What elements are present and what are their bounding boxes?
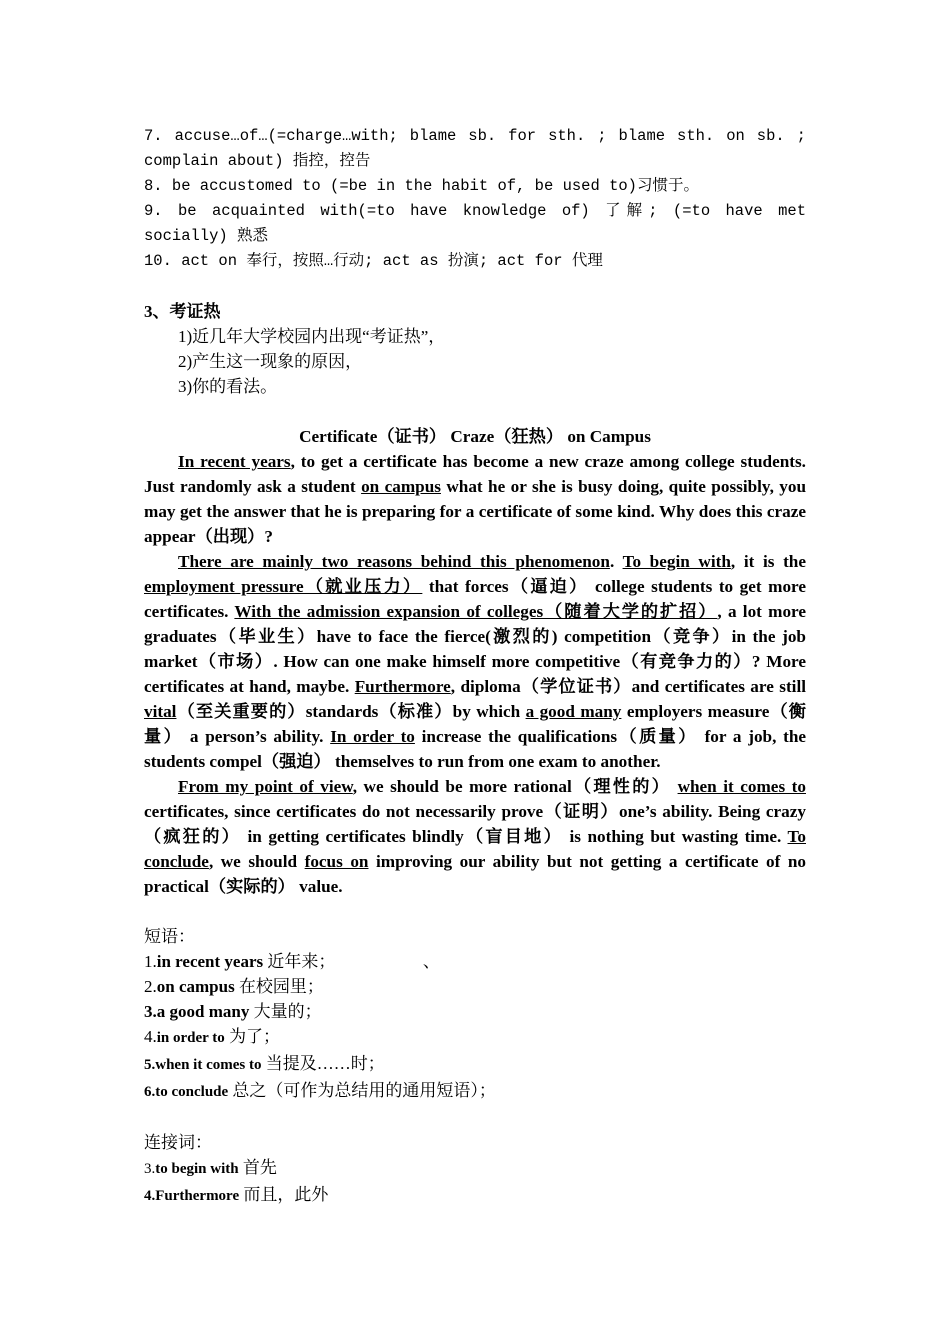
section-heading: 3、考证热 (144, 302, 221, 321)
underlined-phrase: There are mainly two reasons behind this phenomenon (178, 552, 610, 571)
underlined-phrase: From my point of view (178, 777, 353, 796)
vocab-item: 8. be accustomed to (=be in the habit of, be used to)习惯于。 (144, 177, 699, 195)
underlined-phrase: when it comes to (677, 777, 806, 796)
connector-meaning: 而且，此外 (239, 1185, 329, 1204)
item-number: 1. (144, 952, 157, 971)
section-point: 1)近几年大学校园内出现“考证热”， (178, 327, 446, 346)
connectors-list (144, 1130, 806, 1209)
essay-paragraph-2 (144, 549, 806, 774)
connector-term: Furthermore (155, 1188, 240, 1204)
section-point: 3)你的看法。 (178, 377, 278, 396)
phrase-term: when it comes to (155, 1057, 262, 1073)
phrase-meaning: 大量的； (249, 1002, 322, 1021)
essay-text: , to get a certificate has become a new craze among college students. Just randomly ask a student (144, 452, 806, 496)
underlined-phrase: To conclude (144, 827, 806, 871)
connector-item (144, 1182, 806, 1209)
essay-text: increase the qualifications（质量） for a job, the students compel（强迫） themselves to run from one exam to another. (144, 727, 807, 771)
item-number: 4. (144, 1027, 157, 1046)
underlined-phrase: In recent years (178, 452, 291, 471)
phrase-meaning: 在校园里； (234, 977, 324, 996)
essay (144, 424, 806, 899)
essay-text: employers measure（衡量） a person’s ability. (144, 702, 806, 746)
phrase-term: to conclude (155, 1084, 229, 1100)
underlined-phrase: With the admission expansion of colleges（随着大学的扩招） (234, 602, 718, 621)
phrase-term: in recent years (156, 952, 264, 971)
connector-term: to begin with (155, 1161, 239, 1177)
phrase-item (144, 1024, 806, 1051)
phrase-term: on campus (156, 977, 235, 996)
underlined-phrase: focus on (304, 852, 369, 871)
underlined-phrase: To begin with (622, 552, 731, 571)
essay-text: , a lot more graduates（毕业生）have to face the fierce(激烈的) competition（竞争）in the job market（市场）. How can one make himself more competitive（有竞争力的）? More certificates at hand, maybe. (144, 602, 807, 696)
connector-item (144, 1155, 806, 1182)
essay-text: , we should (208, 852, 305, 871)
connectors-heading: 连接词： (144, 1133, 212, 1152)
item-number: 3. (144, 1002, 157, 1021)
phrase-item (144, 1078, 806, 1105)
item-number: 4. (144, 1188, 156, 1204)
phrase-item (144, 1051, 806, 1078)
phrase-term: in order to (156, 1030, 225, 1046)
vocab-list (144, 124, 806, 274)
underlined-phrase: employment pressure（就业压力） (144, 577, 423, 596)
phrase-meaning: 近年来； (263, 952, 327, 971)
connector-meaning: 首先 (238, 1158, 277, 1177)
section-point: 2)产生这一现象的原因， (178, 352, 363, 371)
phrases-heading: 短语： (144, 927, 195, 946)
section-3 (144, 299, 806, 399)
essay-text: , diploma（学位证书）and certificates are still (450, 677, 806, 696)
essay-text: that forces（逼迫） college students to get more certificates. (144, 577, 806, 621)
phrase-item (144, 949, 806, 974)
document-body (144, 124, 806, 1209)
phrase-item (144, 974, 806, 999)
vocab-item: 9. be acquainted with(=to have knowledge of) 了解; (=to have met socially) 熟悉 (144, 202, 806, 245)
underlined-phrase: a good many (525, 702, 622, 721)
phrase-term: a good many (156, 1002, 250, 1021)
essay-text: improving our ability but not getting a certificate of no practical（实际的） value. (144, 852, 806, 896)
stray-mark: 、 (422, 952, 440, 971)
phrase-meaning: 当提及……时； (261, 1054, 385, 1073)
underlined-phrase: vital (144, 702, 177, 721)
essay-paragraph-1 (144, 449, 806, 549)
vocab-item: 7. accuse…of…(=charge…with; blame sb. for sth. ; blame sth. on sb. ; complain about) 指控，控告 (144, 127, 806, 170)
underlined-phrase: In order to (330, 727, 415, 746)
essay-paragraph-3 (144, 774, 806, 899)
essay-text: （至关重要的）standards（标准）by which (176, 702, 526, 721)
phrase-meaning: 总之（可作为总结用的通用短语）； (228, 1081, 496, 1100)
item-number: 5. (144, 1057, 156, 1073)
item-number: 2. (144, 977, 157, 996)
phrase-item (144, 999, 806, 1024)
item-number: 6. (144, 1084, 156, 1100)
phrase-meaning: 为了； (224, 1027, 281, 1046)
phrases-list (144, 924, 806, 1105)
essay-text: . (609, 552, 623, 571)
essay-text: what he or she is busy doing, quite possibly, you may get the answer that he is preparing for a certificate of some kind. Why does this craze appear（出现）? (144, 477, 807, 546)
underlined-phrase: on campus (361, 477, 441, 496)
essay-text: certificates, since certificates do not necessarily prove（证明）one’s ability. Being crazy（疯狂的） in getting certificates blindly（盲目地） is nothing but wasting time. (144, 802, 806, 846)
underlined-phrase: Furthermore (354, 677, 451, 696)
vocab-item: 10. act on 奉行，按照…行动; act as 扮演; act for 代理 (144, 252, 603, 270)
item-number: 3. (144, 1161, 156, 1177)
essay-text: , we should be more rational（理性的） (352, 777, 678, 796)
essay-title: Certificate（证书） Craze（狂热） on Campus (299, 427, 651, 446)
essay-text: , it is the (730, 552, 806, 571)
